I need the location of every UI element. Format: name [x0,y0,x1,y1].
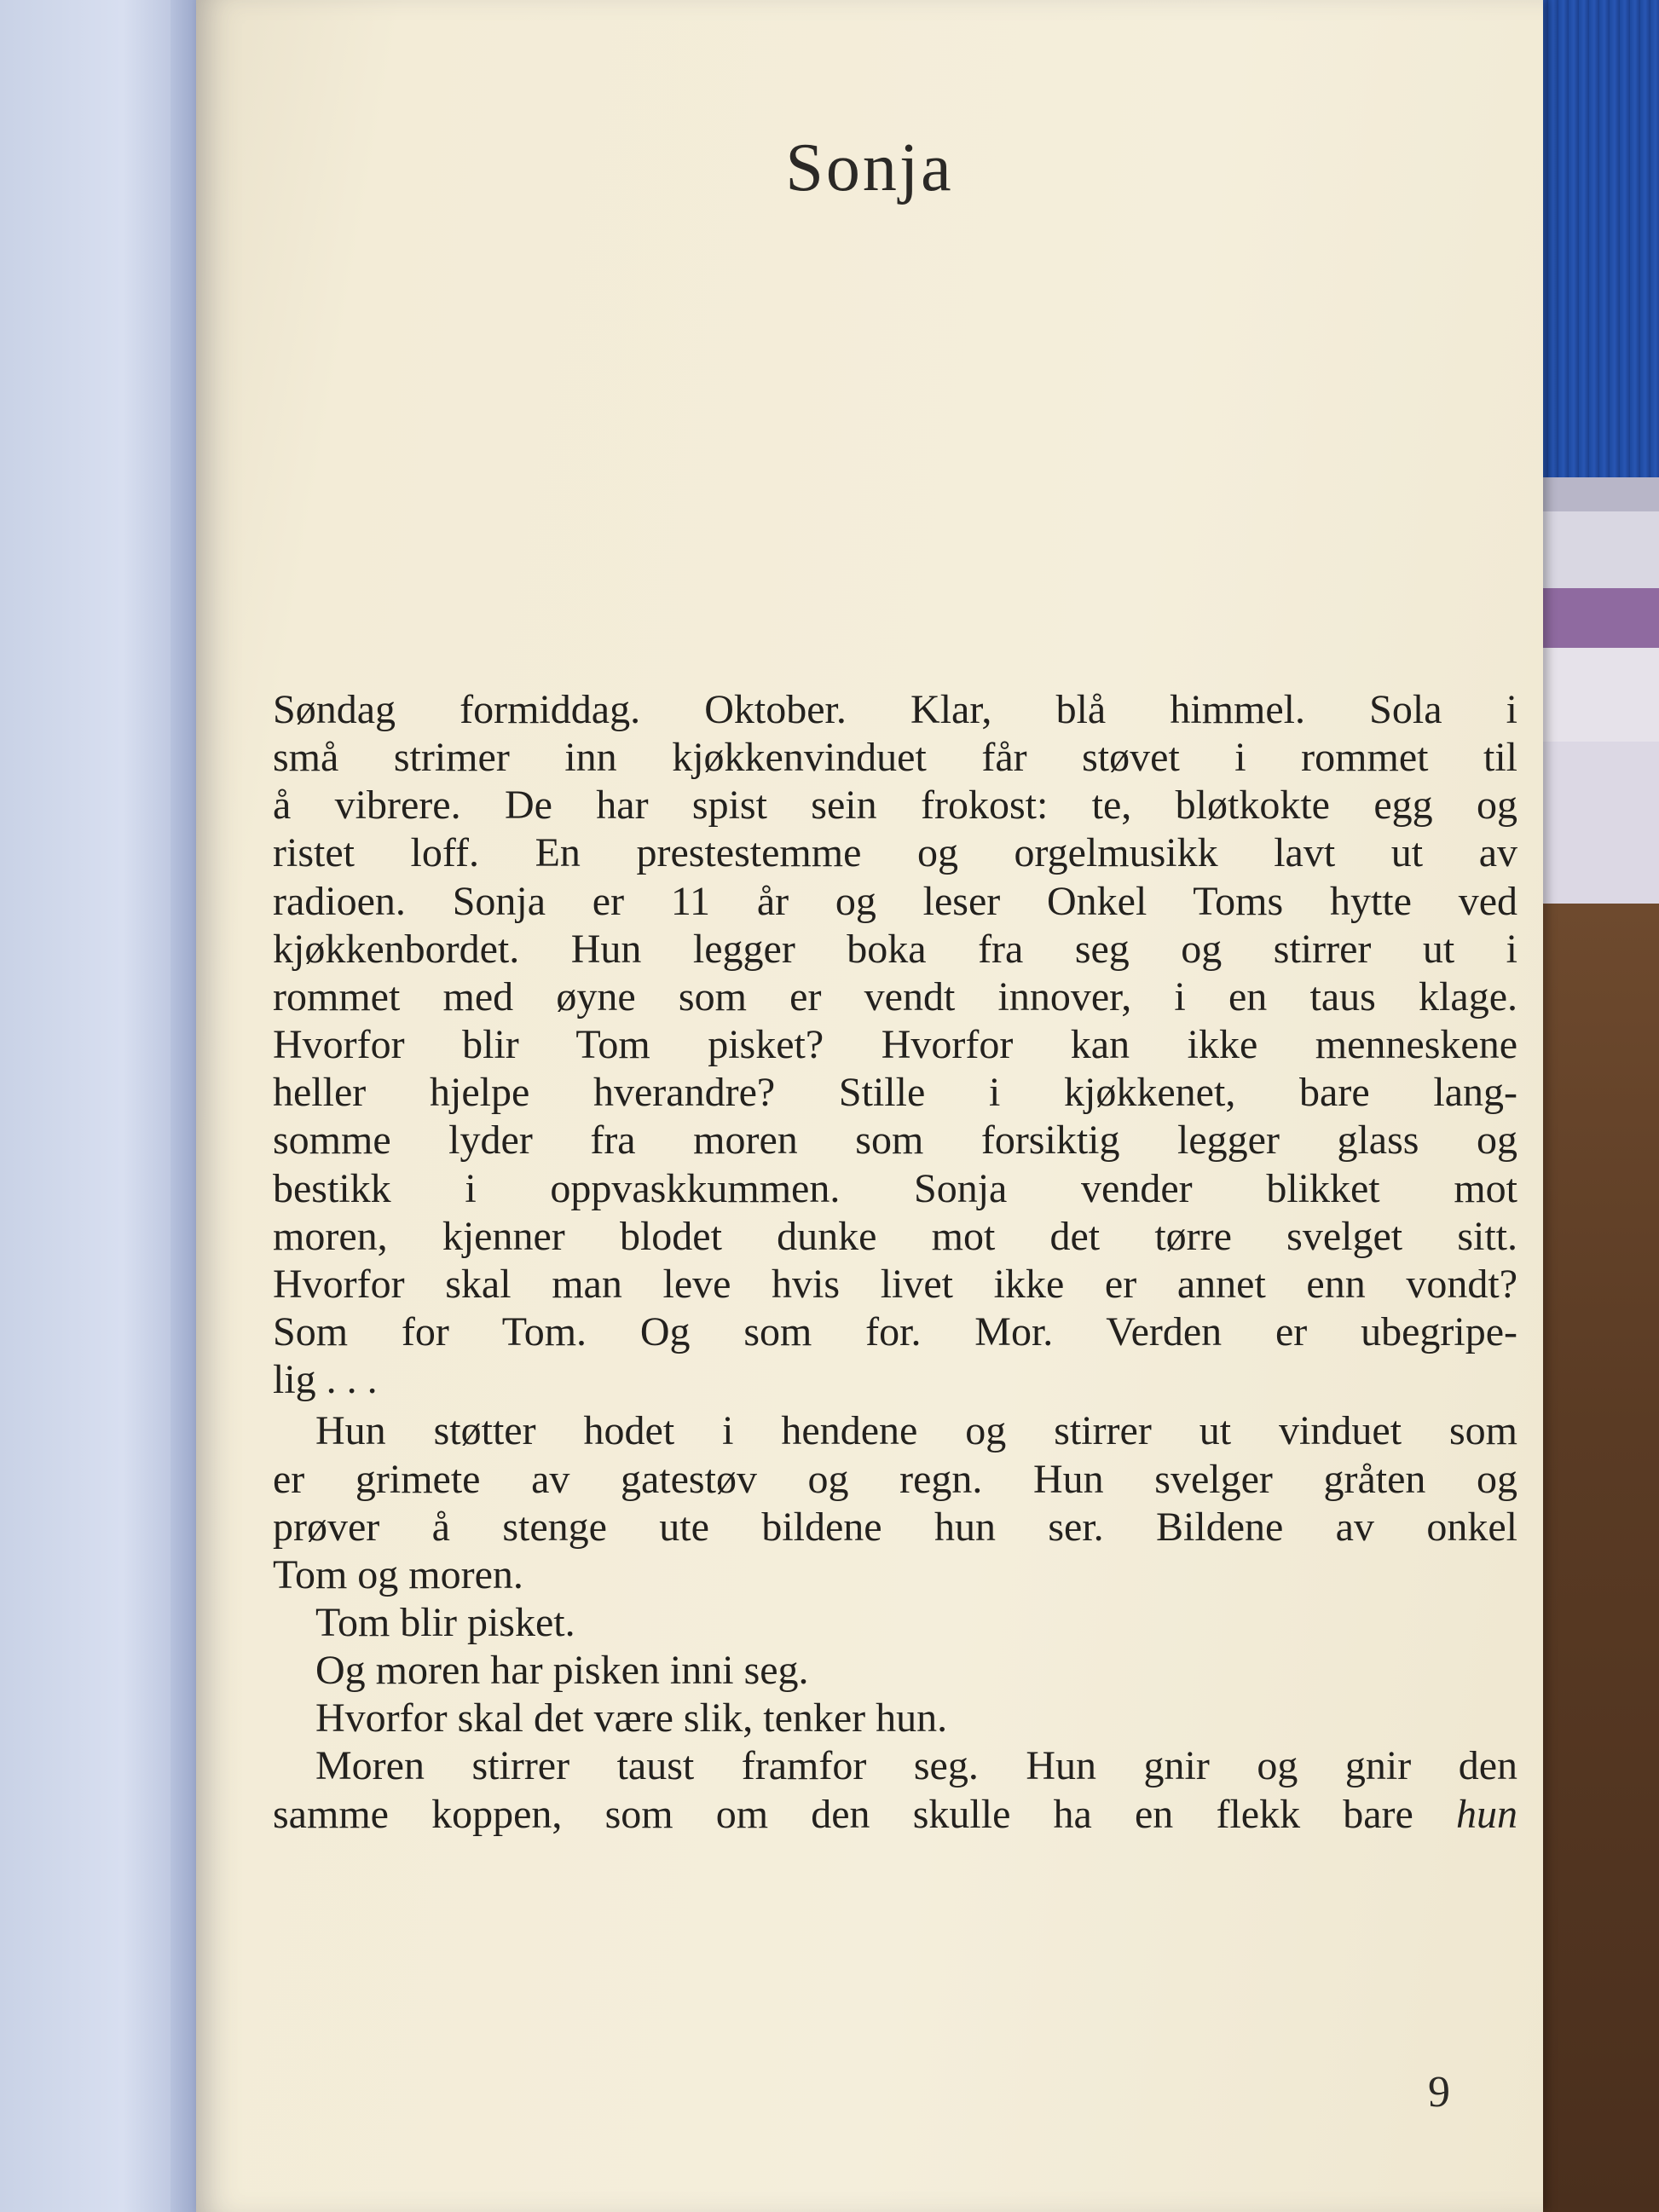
text-line: ristet loff. En prestestemme og orgelmusikk lavt ut av [273,830,1517,876]
body-text [273,686,1517,1839]
italic-emphasis: hun [1456,1791,1518,1837]
text-line: er grimete av gatestøv og regn. Hun svelger gråten og [273,1456,1517,1502]
text-line: kjøkkenbordet. Hun legger boka fra seg og stirrer ut i [273,926,1517,972]
text-line: Hvorfor skal det være slik, tenker hun. [315,1695,948,1741]
text-line-final [273,1791,1517,1839]
chapter-title: Sonja [785,130,954,205]
text-line: prøver å stenge ute bildene hun ser. Bildene av onkel [273,1504,1517,1550]
text-line: bestikk i oppvaskkummen. Sonja vender blikket mot [273,1165,1517,1211]
text-line: Hvorfor skal man leve hvis livet ikke er annet enn vondt? [273,1261,1517,1307]
text-line: Og moren har pisken inni seg. [315,1648,809,1694]
text-line: heller hjelpe hverandre? Stille i kjøkkenet, bare lang- [273,1070,1517,1116]
text-line: Søndag formiddag. Oktober. Klar, blå himmel. Sola i [273,687,1517,732]
short-lines [273,1599,1517,1742]
book-page [196,0,1543,2212]
paragraph-1 [273,686,1517,1404]
text-line: Tom blir pisket. [315,1599,575,1645]
paragraph-2 [273,1407,1517,1599]
text-line: lig . . . [273,1357,378,1403]
text-line: Hun støtter hodet i hendene og stirrer ut vinduet som [315,1408,1517,1454]
text-line: moren, kjenner blodet dunke mot det tørre svelget sitt. [273,1213,1517,1259]
text-line: å vibrere. De har spist sein frokost: te, bløtkokte egg og [273,783,1517,829]
text-line: Moren stirrer taust framfor seg. Hun gnir og gnir den [315,1743,1517,1789]
text-line: Som for Tom. Og som for. Mor. Verden er ubegripe- [273,1309,1517,1355]
final-line-text: samme koppen, som om den skulle ha en flekk bare [273,1791,1413,1837]
text-line: radioen. Sonja er 11 år og leser Onkel Toms hytte ved [273,878,1517,924]
text-line: Tom og moren. [273,1551,523,1597]
text-line: Hvorfor blir Tom pisket? Hvorfor kan ikke menneskene [273,1022,1517,1068]
text-line: rommet med øyne som er vendt innover, i en taus klage. [273,973,1517,1019]
text-line: små strimer inn kjøkkenvinduet får støvet i rommet til [273,735,1517,781]
text-line: somme lyder fra moren som forsiktig legger glass og [273,1118,1517,1164]
paragraph-last [273,1742,1517,1838]
page-number: 9 [1428,2068,1450,2117]
